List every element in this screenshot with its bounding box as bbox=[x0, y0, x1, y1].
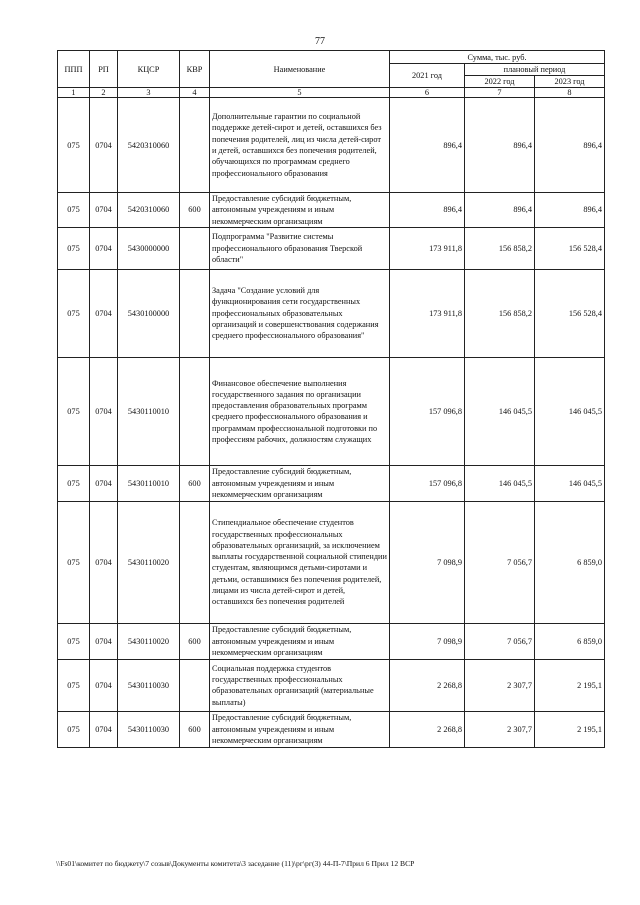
cell-2021: 896,4 bbox=[390, 98, 465, 193]
cell-name: Социальная поддержка студентов государственных профессиональных образовательных организаций (материальные выплаты) bbox=[210, 659, 390, 711]
cell-rp: 0704 bbox=[90, 193, 118, 228]
cell-name: Стипендиальное обеспечение студентов государственных профессиональных образовательных организаций, за исключением выплаты государственной социальной стипендии студентам, являющимся детьми-сиротами и детьми, оставшимися без попечения родителей, лицами из числа детей-сирот и детей, оставшихся без попечения родителей bbox=[210, 501, 390, 623]
cell-2022: 2 307,7 bbox=[465, 711, 535, 747]
cell-rp: 0704 bbox=[90, 501, 118, 623]
table-row bbox=[58, 711, 605, 747]
cell-ppp: 075 bbox=[58, 98, 90, 193]
cell-2023: 896,4 bbox=[535, 193, 605, 228]
cell-kvr bbox=[180, 659, 210, 711]
cell-name: Финансовое обеспечение выполнения государственного задания по организации предоставления образовательных программ среднего профессионального образования и программам профессиональной подготовки по профессиям рабочих, должностям служащих bbox=[210, 357, 390, 465]
cell-2022: 896,4 bbox=[465, 193, 535, 228]
cell-kvr bbox=[180, 269, 210, 357]
cell-name: Предоставление субсидий бюджетным, автономным учреждениям и иным некоммерческим организациям bbox=[210, 465, 390, 501]
cell-rp: 0704 bbox=[90, 357, 118, 465]
cell-name: Предоставление субсидий бюджетным, автономным учреждениям и иным некоммерческим организациям bbox=[210, 193, 390, 228]
cell-2022: 2 307,7 bbox=[465, 659, 535, 711]
header-sum: Сумма, тыс. руб. bbox=[390, 51, 605, 64]
cell-ppp: 075 bbox=[58, 501, 90, 623]
cell-name: Предоставление субсидий бюджетным, автономным учреждениям и иным некоммерческим организациям bbox=[210, 711, 390, 747]
cell-2021: 2 268,8 bbox=[390, 659, 465, 711]
cell-2023: 896,4 bbox=[535, 98, 605, 193]
cell-rp: 0704 bbox=[90, 269, 118, 357]
cell-2023: 6 859,0 bbox=[535, 623, 605, 659]
column-number-row bbox=[58, 88, 605, 98]
column-number: 4 bbox=[180, 88, 210, 98]
cell-2023: 6 859,0 bbox=[535, 501, 605, 623]
cell-2022: 7 056,7 bbox=[465, 623, 535, 659]
cell-kcsr: 5420310060 bbox=[118, 98, 180, 193]
cell-kcsr: 5430100000 bbox=[118, 269, 180, 357]
column-number: 3 bbox=[118, 88, 180, 98]
cell-rp: 0704 bbox=[90, 98, 118, 193]
cell-2023: 2 195,1 bbox=[535, 659, 605, 711]
table-row bbox=[58, 501, 605, 623]
header-ppp: ППП bbox=[58, 51, 90, 88]
cell-name: Подпрограмма "Развитие системы профессионального образования Тверской области" bbox=[210, 227, 390, 269]
cell-rp: 0704 bbox=[90, 711, 118, 747]
cell-name: Дополнительные гарантии по социальной поддержке детей-сирот и детей, оставшихся без попечения родителей, лиц из числа детей-сирот и детей, оставшихся без попечения родителей, обучающихся по программам среднего профессионального образования bbox=[210, 98, 390, 193]
cell-2022: 156 858,2 bbox=[465, 269, 535, 357]
cell-2021: 173 911,8 bbox=[390, 269, 465, 357]
cell-rp: 0704 bbox=[90, 623, 118, 659]
column-number: 5 bbox=[210, 88, 390, 98]
cell-kcsr: 5430110030 bbox=[118, 659, 180, 711]
table-row bbox=[58, 227, 605, 269]
cell-2022: 896,4 bbox=[465, 98, 535, 193]
column-number: 6 bbox=[390, 88, 465, 98]
cell-kcsr: 5430000000 bbox=[118, 227, 180, 269]
cell-kvr: 600 bbox=[180, 623, 210, 659]
header-kcsr: КЦСР bbox=[118, 51, 180, 88]
header-2021: 2021 год bbox=[390, 64, 465, 88]
cell-ppp: 075 bbox=[58, 227, 90, 269]
cell-ppp: 075 bbox=[58, 193, 90, 228]
table-row bbox=[58, 269, 605, 357]
table-row bbox=[58, 193, 605, 228]
cell-2023: 156 528,4 bbox=[535, 269, 605, 357]
cell-name: Задача "Создание условий для функционирования сети государственных профессиональных образовательных организаций и совершенствования содержания среднего профессионального образования" bbox=[210, 269, 390, 357]
table-row bbox=[58, 659, 605, 711]
header-rp: РП bbox=[90, 51, 118, 88]
cell-2022: 146 045,5 bbox=[465, 465, 535, 501]
cell-kvr: 600 bbox=[180, 465, 210, 501]
header-2023: 2023 год bbox=[535, 76, 605, 88]
cell-ppp: 075 bbox=[58, 465, 90, 501]
cell-rp: 0704 bbox=[90, 227, 118, 269]
page-number: 77 bbox=[315, 36, 325, 47]
cell-kcsr: 5420310060 bbox=[118, 193, 180, 228]
cell-kvr bbox=[180, 357, 210, 465]
table-row bbox=[58, 623, 605, 659]
column-number: 7 bbox=[465, 88, 535, 98]
cell-ppp: 075 bbox=[58, 269, 90, 357]
footer-file-path: \\Fs01\комитет по бюджету\7 созыв\Документы комитета\3 заседание (11)\рг\рг(3) 44-П-7\Прил 6 Прил 12 ВСР bbox=[56, 859, 415, 868]
cell-kcsr: 5430110010 bbox=[118, 357, 180, 465]
cell-kcsr: 5430110020 bbox=[118, 501, 180, 623]
cell-2021: 157 096,8 bbox=[390, 465, 465, 501]
cell-2023: 146 045,5 bbox=[535, 357, 605, 465]
table-header bbox=[58, 51, 605, 98]
cell-kcsr: 5430110030 bbox=[118, 711, 180, 747]
cell-2021: 173 911,8 bbox=[390, 227, 465, 269]
cell-2022: 156 858,2 bbox=[465, 227, 535, 269]
cell-2022: 146 045,5 bbox=[465, 357, 535, 465]
header-planned-period: плановый период bbox=[465, 64, 605, 76]
cell-2021: 7 098,9 bbox=[390, 501, 465, 623]
cell-2021: 157 096,8 bbox=[390, 357, 465, 465]
table-row bbox=[58, 357, 605, 465]
cell-ppp: 075 bbox=[58, 623, 90, 659]
cell-kvr: 600 bbox=[180, 711, 210, 747]
cell-kvr bbox=[180, 227, 210, 269]
table-row bbox=[58, 465, 605, 501]
cell-rp: 0704 bbox=[90, 659, 118, 711]
cell-ppp: 075 bbox=[58, 711, 90, 747]
header-name: Наименование bbox=[210, 51, 390, 88]
cell-kvr: 600 bbox=[180, 193, 210, 228]
cell-rp: 0704 bbox=[90, 465, 118, 501]
cell-kcsr: 5430110010 bbox=[118, 465, 180, 501]
cell-name: Предоставление субсидий бюджетным, автономным учреждениям и иным некоммерческим организациям bbox=[210, 623, 390, 659]
column-number: 2 bbox=[90, 88, 118, 98]
cell-2023: 146 045,5 bbox=[535, 465, 605, 501]
cell-2021: 2 268,8 bbox=[390, 711, 465, 747]
cell-2021: 896,4 bbox=[390, 193, 465, 228]
header-2022: 2022 год bbox=[465, 76, 535, 88]
cell-2023: 156 528,4 bbox=[535, 227, 605, 269]
table-body bbox=[58, 98, 605, 748]
cell-kvr bbox=[180, 98, 210, 193]
cell-2022: 7 056,7 bbox=[465, 501, 535, 623]
column-number: 1 bbox=[58, 88, 90, 98]
cell-ppp: 075 bbox=[58, 357, 90, 465]
header-kvr: КВР bbox=[180, 51, 210, 88]
column-number: 8 bbox=[535, 88, 605, 98]
cell-kvr bbox=[180, 501, 210, 623]
cell-2023: 2 195,1 bbox=[535, 711, 605, 747]
cell-ppp: 075 bbox=[58, 659, 90, 711]
cell-kcsr: 5430110020 bbox=[118, 623, 180, 659]
cell-2021: 7 098,9 bbox=[390, 623, 465, 659]
budget-table bbox=[57, 50, 605, 748]
table-row bbox=[58, 98, 605, 193]
